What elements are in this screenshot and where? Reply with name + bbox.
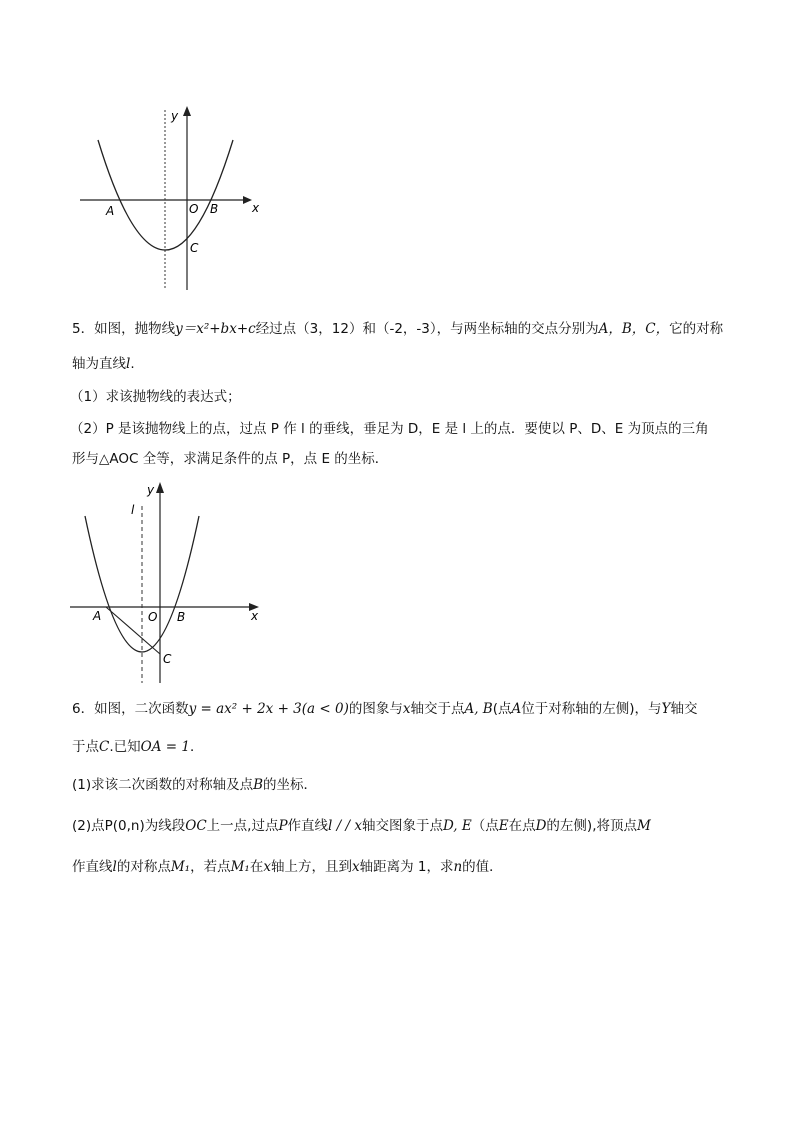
problem-6-line-4-text-d: 在 xyxy=(249,859,264,875)
problem-6-part-2-line-1 xyxy=(72,817,651,835)
figure-2-x-label: x xyxy=(251,609,259,623)
problem-6-part-2-point-p: P(0,n) xyxy=(104,818,145,834)
problem-6-line-2-end: ． xyxy=(189,739,204,755)
problem-5-axis-text: 轴为直线 xyxy=(72,356,126,372)
problem-6-line-4-text-f: 轴距离为 1，求 xyxy=(359,859,454,875)
problem-6-line-4-n: n xyxy=(453,859,463,875)
problem-6-part-2-oc: OC xyxy=(185,818,207,834)
problem-6-part-2-number: (2) xyxy=(72,818,92,834)
problem-6-line-4-text-a: 作直线 xyxy=(72,859,113,875)
problem-6-line-4-x2: x xyxy=(351,859,360,875)
problem-5-formula: y＝x²+bx+c xyxy=(175,321,256,337)
figure-1-x-arrow xyxy=(243,196,252,204)
figure-1-parabola xyxy=(70,100,280,300)
problem-5-line-2 xyxy=(72,355,135,373)
problem-6-part-2-text-a: 点 xyxy=(91,818,105,834)
figure-2-point-a: A xyxy=(93,609,102,623)
problem-6-part-2-text-b: 为线段 xyxy=(144,818,186,834)
figure-1-y-label: y xyxy=(171,109,179,123)
problem-5-intro: 如图，抛物线 xyxy=(94,321,176,337)
figure-2-y-arrow xyxy=(156,482,164,493)
problem-6-part-1-b: B xyxy=(253,777,264,793)
problem-6-oa-formula: OA = 1 xyxy=(140,739,190,755)
figure-2-point-c: C xyxy=(163,652,172,666)
problem-5-number: 5． xyxy=(72,321,95,337)
problem-6-part-2-text-e: 轴交图象于点 xyxy=(361,818,443,834)
problem-6-part-2-text-c: 上一点,过点 xyxy=(206,818,279,834)
problem-5-points: A，B，C， xyxy=(598,321,670,337)
problem-6-part-2-m: M xyxy=(636,818,651,834)
problem-6-line-1-end: 轴交 xyxy=(670,701,698,717)
problem-6-point-a: A xyxy=(511,701,522,717)
problem-5-axis-l: l xyxy=(126,356,131,372)
problem-6-part-2-d: D xyxy=(535,818,547,834)
problem-6-left-side-text: 位于对称轴的左侧)，与 xyxy=(521,701,662,717)
problem-6-paren: (点 xyxy=(492,701,512,717)
problem-6-intersect-text: 轴交于点 xyxy=(410,701,465,717)
problem-6-line-4-l: l xyxy=(112,859,117,875)
problem-6-line-4-text-c: ，若点 xyxy=(190,859,231,875)
problem-6-line-4-x: x xyxy=(263,859,271,875)
problem-6-part-1-end: 的坐标． xyxy=(263,777,318,793)
problem-6-part-2-parallel: l / / x xyxy=(328,818,362,834)
problem-5-part-2-line-2: 形与△AOC 全等，求满足条件的点 P，点 E 的坐标． xyxy=(72,451,389,467)
problem-5-line-2-end: . xyxy=(130,356,135,372)
problem-6-line-4-m1: M₁ xyxy=(170,859,191,875)
problem-6-x-var: x xyxy=(402,701,411,717)
problem-6-part-1-text: 求该二次函数的对称轴及点 xyxy=(91,777,254,793)
figure-1-point-a: A xyxy=(106,204,115,218)
problem-6-part-2-de: D, E xyxy=(442,818,472,834)
problem-6-part-2-text-f: （点 xyxy=(471,818,499,834)
problem-6-line-1 xyxy=(72,700,697,718)
problem-6-part-2-text-g: 在点 xyxy=(508,818,536,834)
figure-2-y-label: y xyxy=(147,483,155,497)
problem-6-part-2-e: E xyxy=(498,818,509,834)
problem-6-points-ab: A, B xyxy=(464,701,493,717)
problem-5-part-1: （1）求该抛物线的表达式； xyxy=(70,389,241,405)
figure-1-point-c: C xyxy=(190,241,199,255)
figure-2-origin: O xyxy=(148,610,158,624)
problem-6-part-1-number: (1) xyxy=(72,777,92,793)
figure-1-y-arrow xyxy=(183,106,191,116)
problem-6-part-1 xyxy=(72,776,317,794)
problem-6-part-2-line-2 xyxy=(72,858,503,876)
problem-6-at-point: 于点 xyxy=(72,739,99,755)
problem-6-point-c: C xyxy=(99,739,110,755)
figure-1-point-b: B xyxy=(210,202,219,216)
figure-1-origin: O xyxy=(189,202,199,216)
problem-5-condition: 经过点（3，12）和（-2，-3），与两坐标轴的交点分别为 xyxy=(255,321,599,337)
problem-6-part-2-p: P xyxy=(278,818,288,834)
problem-5-line-1 xyxy=(72,320,723,338)
problem-6-given: .已知 xyxy=(109,739,141,755)
figure-2-parabola xyxy=(65,478,275,688)
problem-6-line-2 xyxy=(72,738,203,756)
problem-6-y-var: Y xyxy=(661,701,671,717)
problem-6-part-2-text-h: 的左侧),将顶点 xyxy=(546,818,637,834)
figure-2-point-b: B xyxy=(177,610,186,624)
problem-6-graph-text: 的图象与 xyxy=(348,701,403,717)
problem-5-line-1-end: 它的对称 xyxy=(669,321,724,337)
problem-6-part-2-text-d: 作直线 xyxy=(287,818,329,834)
problem-6-intro: 6．如图，二次函数 xyxy=(72,701,189,717)
problem-6-line-4-text-g: 的值． xyxy=(462,859,503,875)
figure-1-x-label: x xyxy=(252,201,260,215)
problem-6-line-4-text-e: 轴上方，且到 xyxy=(270,859,352,875)
problem-6-line-4-m1b: M₁ xyxy=(230,859,250,875)
problem-6-formula: y = ax² + 2x + 3(a < 0) xyxy=(188,701,349,717)
problem-6-line-4-text-b: 的对称点 xyxy=(116,859,171,875)
figure-2-l-label: l xyxy=(131,503,135,517)
problem-5-part-2-line-1: （2）P 是该抛物线上的点，过点 P 作 l 的垂线，垂足为 D，E 是 l 上的点．要使以 P、D、E 为顶点的三角 xyxy=(70,421,709,437)
